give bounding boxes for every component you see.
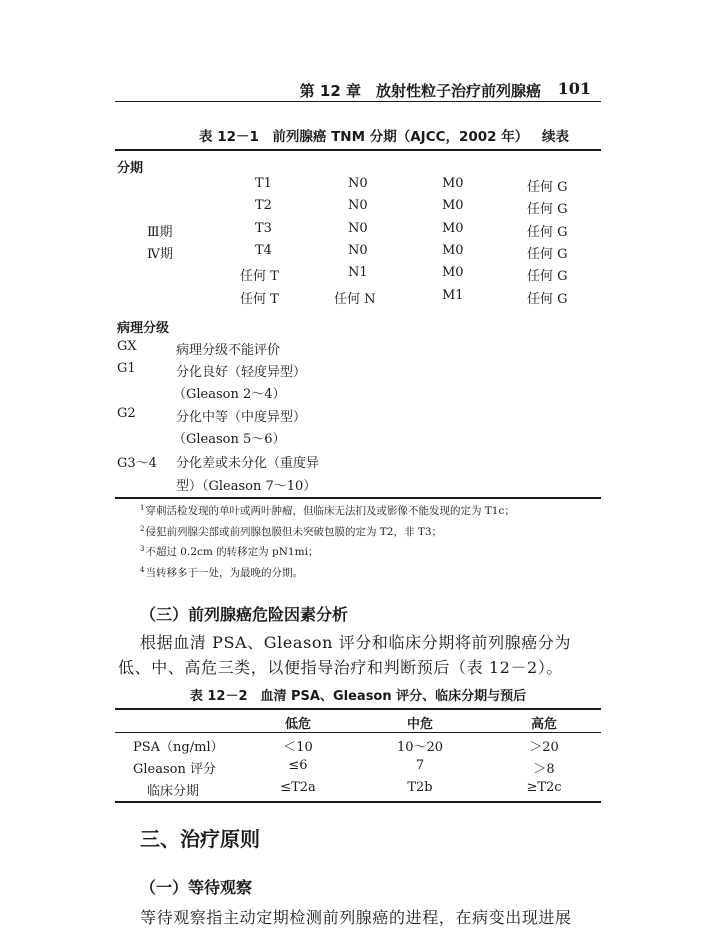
footnote-mark: 3: [140, 544, 145, 553]
footnote: [140, 565, 303, 580]
table2-cell: ≤6: [288, 758, 308, 773]
grade-code: G1: [117, 361, 136, 376]
t-cell: 任何 T: [240, 292, 279, 307]
n-cell: 任何 N: [334, 292, 376, 307]
grade-desc: 分化差或未分化（重度异: [176, 456, 320, 471]
table1-section-staging: 分期: [117, 161, 144, 176]
n-cell: N0: [348, 221, 368, 236]
g-cell: 任何 G: [527, 292, 568, 307]
t-cell: T1: [255, 176, 272, 191]
footnote-text: 当转移多于一处，为最晚的分期。: [145, 567, 303, 579]
m-cell: M0: [442, 243, 464, 258]
grade-code: GX: [117, 339, 137, 354]
table2-cell: T2b: [407, 780, 433, 795]
chapter-title: 第 12 章 放射性粒子治疗前列腺癌: [299, 82, 541, 100]
paragraph-line: 等待观察指主动定期检测前列腺癌的进程，在病变出现进展: [140, 908, 572, 927]
table2-cell: 7: [415, 758, 425, 773]
section-heading-large: 三、治疗原则: [140, 827, 260, 851]
table2-cell: 10～20: [396, 740, 444, 755]
t-cell: 任何 T: [240, 269, 279, 284]
footnote: [140, 544, 318, 559]
m-cell: M0: [442, 221, 464, 236]
t-cell: T4: [255, 243, 272, 258]
table2-row-label: 临床分期: [147, 784, 200, 799]
grade-desc-cont: 型）（Gleason 7～10）: [176, 479, 317, 494]
table2-header-high: 高危: [530, 717, 558, 732]
table2-header-mid: 中危: [406, 717, 434, 732]
table2-row-label: PSA（ng/ml）: [133, 740, 224, 755]
table2-cell: ≤T2a: [280, 780, 316, 795]
table2-cell: ＞20: [529, 740, 559, 755]
grade-desc: 分化良好（轻度异型）: [176, 365, 307, 380]
table2-caption: 表 12－2 血清 PSA、Gleason 评分、临床分期与预后: [189, 689, 527, 704]
header-rule: [115, 101, 601, 102]
grade-desc-cont: （Gleason 2～4）: [173, 387, 286, 402]
m-cell: M0: [442, 265, 464, 280]
page-number: 101: [557, 79, 591, 98]
n-cell: N1: [348, 265, 368, 280]
sub-heading: （一）等待观察: [140, 878, 253, 897]
footnote: [140, 503, 515, 518]
grade-code: G2: [117, 406, 136, 421]
n-cell: N0: [348, 243, 368, 258]
g-cell: 任何 G: [527, 202, 568, 217]
n-cell: N0: [348, 198, 368, 213]
footnote-mark: 2: [140, 524, 145, 533]
paragraph-line: 根据血清 PSA、Gleason 评分和临床分期将前列腺癌分为: [140, 633, 572, 652]
grade-desc: 病理分级不能评价: [176, 343, 281, 358]
g-cell: 任何 G: [527, 269, 568, 284]
paragraph-line: 低、中、高危三类，以便指导治疗和判断预后（表 12－2）。: [118, 658, 564, 677]
table2-cell: ＞8: [533, 762, 555, 777]
grade-desc: 分化中等（中度异型）: [176, 410, 307, 425]
table1-continued: 续表: [542, 129, 569, 145]
t-cell: T3: [255, 221, 272, 236]
footnote-text: 不超过 0.2cm 的转移定为 pN1mi；: [145, 546, 319, 558]
stage-cell: Ⅲ期: [147, 225, 173, 240]
table2-header-low: 低危: [284, 717, 312, 732]
table2-row-label: Gleason 评分: [133, 762, 216, 777]
footnote: [140, 524, 442, 539]
g-cell: 任何 G: [527, 225, 568, 240]
t-cell: T2: [255, 198, 272, 213]
footnote-mark: 4: [140, 565, 145, 574]
footnote-text: 侵犯前列腺尖部或前列腺包膜但未突破包膜的定为 T2，非 T3；: [145, 526, 443, 538]
table2-cell: ≥T2c: [526, 780, 562, 795]
stage-cell: Ⅳ期: [147, 247, 173, 262]
m-cell: M0: [442, 198, 464, 213]
g-cell: 任何 G: [527, 180, 568, 195]
table2-cell: ＜10: [283, 740, 313, 755]
g-cell: 任何 G: [527, 247, 568, 262]
m-cell: M1: [442, 288, 464, 303]
table1-section-grade: 病理分级: [117, 321, 170, 336]
table2-mid-rule: [115, 732, 601, 733]
table1-top-rule: [115, 149, 601, 151]
m-cell: M0: [442, 176, 464, 191]
grade-code: G3～4: [117, 456, 157, 471]
running-header: [115, 78, 601, 102]
grade-desc-cont: （Gleason 5～6）: [173, 432, 286, 447]
table1-caption-text: 表 12－1 前列腺癌 TNM 分期（AJCC，2002 年）: [199, 129, 529, 145]
table1-bottom-rule: [115, 497, 601, 499]
table2-bottom-rule: [115, 801, 601, 803]
footnote-mark: 1: [140, 503, 145, 512]
table2-top-rule: [115, 708, 601, 710]
footnote-text: 穿刺活检发现的单叶或两叶肿瘤，但临床无法扪及或影像不能发现的定为 T1c；: [145, 505, 515, 517]
n-cell: N0: [348, 176, 368, 191]
section-heading: （三）前列腺癌危险因素分析: [140, 605, 349, 624]
